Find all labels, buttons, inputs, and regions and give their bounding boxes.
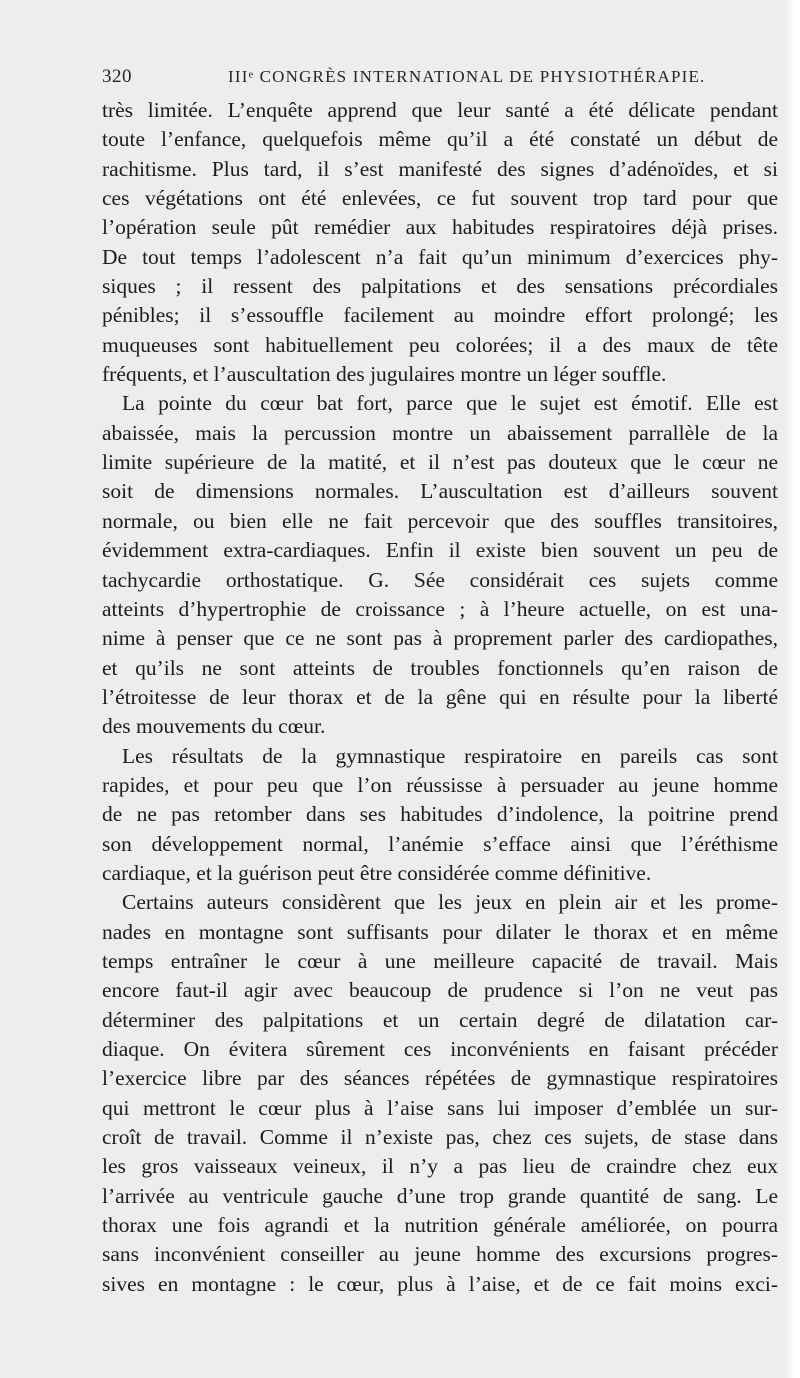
text-line: l’opération seule pût remédier aux habitudes respiratoires déjà prises. <box>102 215 778 240</box>
text-line: diaque. On évitera sûrement ces inconvénients en faisant précéder <box>102 1037 778 1061</box>
text-line: et qu’ils ne sont atteints de troubles fonctionnels qu’en raison de <box>102 655 778 680</box>
text-line: toute l’enfance, quelquefois même qu’il a été constaté un début de <box>102 127 778 152</box>
text-line: Les résultats de la gymnastique respiratoire en pareils cas sont <box>122 743 778 768</box>
paragraph <box>102 96 778 389</box>
text-line: encore faut-il agir avec beaucoup de prudence si l’on ne veut pas <box>102 978 778 1003</box>
paragraph <box>102 888 778 1299</box>
text-line: très limitée. L’enquête apprend que leur santé a été délicate pendant <box>102 98 778 122</box>
running-head <box>102 66 778 92</box>
text-line: muqueuses sont habituellement peu colorées; il a des maux de tête <box>102 332 778 357</box>
text-line: nime à penser que ce ne sont pas à proprement parler des cardiopathes, <box>102 626 778 651</box>
text-line: temps entraîner le cœur à une meilleure capacité de travail. Mais <box>102 948 778 973</box>
text-line: atteints d’hypertrophie de croissance ; à l’heure actuelle, on est una- <box>102 596 778 621</box>
text-line: qui mettront le cœur plus à l’aise sans lui imposer d’emblée un sur- <box>102 1095 778 1120</box>
text-line: l’exercice libre par des séances répétées de gymnastique respiratoires <box>102 1066 778 1091</box>
text-line: rapides, et pour peu que l’on réussisse à persuader au jeune homme <box>102 772 778 797</box>
paragraph <box>102 389 778 741</box>
text-line: croît de travail. Comme il n’existe pas, chez ces sujets, de stase dans <box>102 1125 778 1150</box>
text-line: Certains auteurs considèrent que les jeux en plein air et les prome- <box>122 890 778 915</box>
text-line: tachycardie orthostatique. G. Sée considérait ces sujets comme <box>102 567 778 592</box>
body-text <box>102 96 778 1299</box>
text-line: évidemment extra-cardiaques. Enfin il existe bien souvent un peu de <box>102 538 778 563</box>
text-line: siques ; il ressent des palpitations et des sensations précordiales <box>102 274 778 299</box>
text-line: cardiaque, et la guérison peut être considérée comme définitive. <box>102 860 652 885</box>
text-line: abaissée, mais la percussion montre un abaissement parrallèle de la <box>102 420 778 445</box>
page-number: 320 <box>102 66 132 87</box>
text-line: déterminer des palpitations et un certain degré de dilatation car- <box>102 1007 778 1032</box>
page-edge <box>786 0 800 1378</box>
text-line: de ne pas retomber dans ses habitudes d’indolence, la poitrine prend <box>102 802 778 827</box>
text-line: rachitisme. Plus tard, il s’est manifesté des signes d’adénoïdes, et si <box>102 156 778 181</box>
text-line: fréquents, et l’auscultation des jugulaires montre un léger souffle. <box>102 362 667 387</box>
text-line: limite supérieure de la matité, et il n’est pas douteux que le cœur ne <box>102 450 778 475</box>
text-line: soit de dimensions normales. L’auscultation est d’ailleurs souvent <box>102 479 778 504</box>
text-line: pénibles; il s’essouffle facilement au moindre effort prolongé; les <box>102 303 778 328</box>
text-line: des mouvements du cœur. <box>102 714 326 739</box>
text-line: thorax une fois agrandi et la nutrition générale améliorée, on pourra <box>102 1213 778 1238</box>
running-title: IIIᵉ CONGRÈS INTERNATIONAL DE PHYSIOTHÉRAPIE. <box>228 67 706 86</box>
paragraph <box>102 742 778 889</box>
text-line: nades en montagne sont suffisants pour dilater le thorax et en même <box>102 919 778 944</box>
text-line: les gros vaisseaux veineux, il n’y a pas lieu de craindre chez eux <box>102 1154 778 1179</box>
text-line: sans inconvénient conseiller au jeune homme des excursions progres- <box>102 1242 778 1267</box>
text-line: La pointe du cœur bat fort, parce que le sujet est émotif. Elle est <box>122 391 778 416</box>
text-line: normale, ou bien elle ne fait percevoir que des souffles transitoires, <box>102 508 778 533</box>
text-line: ces végétations ont été enlevées, ce fut souvent trop tard pour que <box>102 186 778 211</box>
text-line: son développement normal, l’anémie s’efface ainsi que l’éréthisme <box>102 831 778 856</box>
text-line: sives en montagne : le cœur, plus à l’aise, et de ce fait moins exci- <box>102 1271 778 1296</box>
text-line: l’étroitesse de leur thorax et de la gêne qui en résulte pour la liberté <box>102 684 778 709</box>
text-line: De tout temps l’adolescent n’a fait qu’un minimum d’exercices phy- <box>102 244 778 269</box>
text-line: l’arrivée au ventricule gauche d’une trop grande quantité de sang. Le <box>102 1183 778 1208</box>
